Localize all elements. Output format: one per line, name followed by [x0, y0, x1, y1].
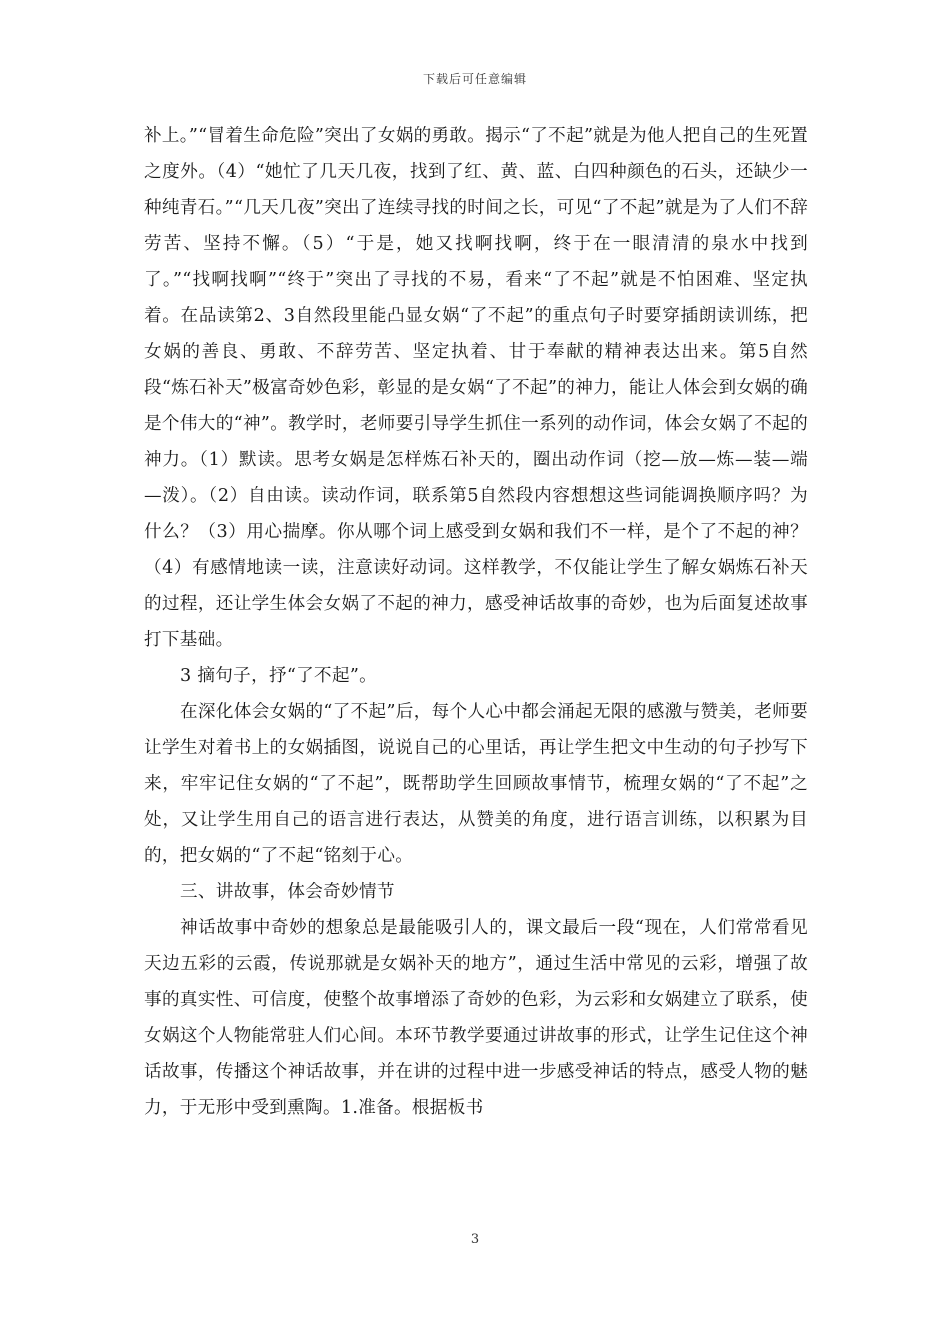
paragraph-analysis-continued: 补上。”“冒着生命危险”突出了女娲的勇敢。揭示“了不起”就是为他人把自己的生死置之度外。（4）“她忙了几天几夜，找到了红、黄、蓝、白四种颜色的石头，还缺少一种纯青石。”“几天几夜”突出了连续寻找的时间之长，可见“了不起”就是为了人们不辞劳苦、坚持不懈。（5）“于是，她又找啊找啊，终于在一眼清清的泉水中找到了。”“找啊找啊”“终于”突出了寻找的不易，看来“了不起”就是不怕困难、坚定执着。在品读第2、3自然段里能凸显女娲“了不起”的重点句子时要穿插朗读训练，把女娲的善良、勇敢、不辞劳苦、坚定执着、甘于奉献的精神表达出来。第5自然段“炼石补天”极富奇妙色彩，彰显的是女娲“了不起”的神力，能让人体会到女娲的确是个伟大的“神”。教学时，老师要引导学生抓住一系列的动作词，体会女娲了不起的神力。（1）默读。思考女娲是怎样炼石补天的，圈出动作词（挖—放—炼—装—端—泼）。（2）自由读。读动作词，联系第5自然段内容想想这些词能调换顺序吗？为什么？（3）用心揣摩。你从哪个词上感受到女娲和我们不一样，是个了不起的神？（4）有感情地读一读，注意读好动词。这样教学，不仅能让学生了解女娲炼石补天的过程，还让学生体会女娲了不起的神力，感受神话故事的奇妙，也为后面复述故事打下基础。: [144, 126, 808, 650]
section-heading-part-three: 三、讲故事，体会奇妙情节: [180, 882, 395, 902]
paragraph-excerpt-sentences: 在深化体会女娲的“了不起”后，每个人心中都会涌起无限的感激与赞美，老师要让学生对着书上的女娲插图，说说自己的心里话，再让学生把文中生动的句子抄写下来，牢牢记住女娲的“了不起”，既帮助学生回顾故事情节，梳理女娲的“了不起”之处，又让学生用自己的语言进行表达，从赞美的角度，进行语言训练，以积累为目的，把女娲的“了不起“铭刻于心。: [144, 702, 808, 866]
section-heading-3: 3 摘句子，抒“了不起”。: [180, 666, 378, 686]
paragraph-storytelling: 神话故事中奇妙的想象总是最能吸引人的，课文最后一段“现在，人们常常看见天边五彩的云霞，传说那就是女娲补天的地方”，通过生活中常见的云彩，增强了故事的真实性、可信度，使整个故事增添了奇妙的色彩，为云彩和女娲建立了联系，使女娲这个人物能常驻人们心间。本环节教学要通过讲故事的形式，让学生记住这个神话故事，传播这个神话故事，并在讲的过程中进一步感受神话的特点，感受人物的魅力，于无形中受到熏陶。1.准备。根据板书: [144, 918, 808, 1118]
page-header: 下载后可任意编辑: [422, 72, 527, 86]
page-number: 3: [470, 1232, 480, 1247]
document-body: [144, 118, 808, 1126]
